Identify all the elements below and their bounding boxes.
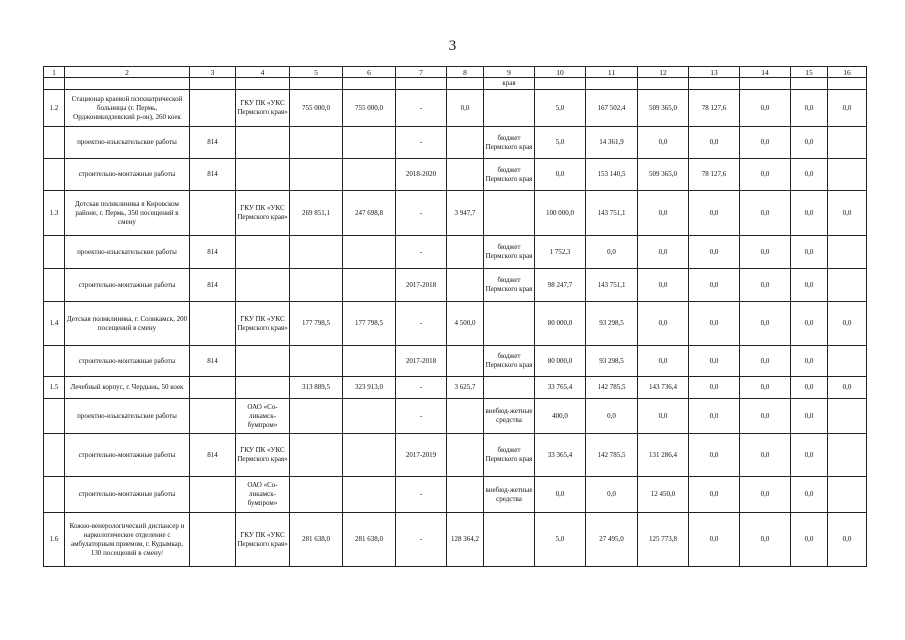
table-cell: 0,0 xyxy=(535,159,586,191)
table-cell: 143 751,1 xyxy=(586,191,638,236)
table-cell: - xyxy=(396,477,447,513)
table-cell xyxy=(236,346,290,377)
column-header: 4 xyxy=(236,67,290,78)
column-header: 6 xyxy=(343,67,396,78)
table-cell: 0,0 xyxy=(689,269,740,302)
table-cell: 0,0 xyxy=(791,236,828,269)
table-cell xyxy=(44,346,65,377)
table-cell: ГКУ ПК «УКС Пермского края» xyxy=(236,513,290,567)
table-cell: 0,0 xyxy=(828,513,867,567)
table-cell: 269 851,1 xyxy=(290,191,343,236)
table-cell: 313 889,5 xyxy=(290,377,343,399)
table-cell: ОАО «Со-ликамск-бумпром» xyxy=(236,477,290,513)
table-cell xyxy=(236,236,290,269)
table-cell: 125 773,8 xyxy=(638,513,689,567)
table-cell xyxy=(65,78,190,90)
table-cell: 4 500,0 xyxy=(447,302,484,346)
table-cell: 3 947,7 xyxy=(447,191,484,236)
table-body xyxy=(44,67,867,567)
table-cell: 93 298,5 xyxy=(586,302,638,346)
table-cell xyxy=(447,159,484,191)
table-cell: бюджет Пермского края xyxy=(484,434,535,477)
column-header: 8 xyxy=(447,67,484,78)
table-cell: 400,0 xyxy=(535,399,586,434)
table-cell: 0,0 xyxy=(689,434,740,477)
table-cell xyxy=(44,78,65,90)
table-cell: 12 450,0 xyxy=(638,477,689,513)
table-cell: 0,0 xyxy=(586,477,638,513)
row-name-cell: строительно-монтажные работы xyxy=(65,346,190,377)
table-cell: 0,0 xyxy=(740,191,791,236)
table-cell: 143 751,1 xyxy=(586,269,638,302)
table-cell: 755 000,0 xyxy=(290,90,343,127)
row-name-cell: проектно-изыскательские работы xyxy=(65,236,190,269)
table-cell: 0,0 xyxy=(791,346,828,377)
table-cell: 128 364,2 xyxy=(447,513,484,567)
table-row xyxy=(44,346,867,377)
table-cell: 0,0 xyxy=(535,477,586,513)
column-header: 11 xyxy=(586,67,638,78)
table-cell xyxy=(290,127,343,159)
table-cell xyxy=(396,78,447,90)
table-cell xyxy=(447,399,484,434)
table-cell xyxy=(484,513,535,567)
column-header: 9 xyxy=(484,67,535,78)
table-cell: 153 140,5 xyxy=(586,159,638,191)
table-cell: 100 000,0 xyxy=(535,191,586,236)
table-cell xyxy=(343,159,396,191)
table-row xyxy=(44,399,867,434)
table-row xyxy=(44,477,867,513)
table-cell: внебюд-жетные средства xyxy=(484,399,535,434)
table-cell: 0,0 xyxy=(828,90,867,127)
table-cell: 0,0 xyxy=(740,399,791,434)
row-name-cell: Лечебный корпус, г. Чердынь, 50 коек xyxy=(65,377,190,399)
table-cell: 0,0 xyxy=(828,377,867,399)
table-cell xyxy=(447,346,484,377)
table-cell: 814 xyxy=(190,159,236,191)
row-name-cell: Стационар краевой психиатрической больницы (г. Пермь, Орджоникидзевский р-он), 260 коек xyxy=(65,90,190,127)
row-name-cell: строительно-монтажные работы xyxy=(65,434,190,477)
table-cell: 814 xyxy=(190,346,236,377)
table-cell: 0,0 xyxy=(638,127,689,159)
column-header: 2 xyxy=(65,67,190,78)
table-cell xyxy=(190,477,236,513)
table-cell: 33 365,4 xyxy=(535,434,586,477)
table-cell xyxy=(828,78,867,90)
table-row xyxy=(44,127,867,159)
column-header: 16 xyxy=(828,67,867,78)
table-cell: 143 736,4 xyxy=(638,377,689,399)
table-cell xyxy=(190,399,236,434)
table-row xyxy=(44,269,867,302)
table-cell: 0,0 xyxy=(689,191,740,236)
table-cell: 0,0 xyxy=(740,346,791,377)
table-cell: 0,0 xyxy=(791,127,828,159)
table-cell xyxy=(484,377,535,399)
table-cell: 0,0 xyxy=(740,477,791,513)
table-cell xyxy=(290,399,343,434)
table-cell: 177 798,5 xyxy=(290,302,343,346)
column-header: 14 xyxy=(740,67,791,78)
table-cell: - xyxy=(396,513,447,567)
table-cell xyxy=(447,127,484,159)
table-row xyxy=(44,434,867,477)
column-header: 13 xyxy=(689,67,740,78)
table-cell xyxy=(343,269,396,302)
table-cell: 5,0 xyxy=(535,90,586,127)
table-cell: - xyxy=(396,236,447,269)
table-cell: 0,0 xyxy=(689,302,740,346)
table-cell: 0,0 xyxy=(638,269,689,302)
table-cell: ГКУ ПК «УКС Пермского края» xyxy=(236,90,290,127)
table-row xyxy=(44,191,867,236)
table-cell: 281 638,0 xyxy=(290,513,343,567)
table-cell xyxy=(447,477,484,513)
table-cell: 0,0 xyxy=(740,90,791,127)
table-cell xyxy=(190,377,236,399)
column-header: 3 xyxy=(190,67,236,78)
table-cell: 247 698,8 xyxy=(343,191,396,236)
row-name-cell: строительно-монтажные работы xyxy=(65,477,190,513)
table-cell: 142 785,5 xyxy=(586,434,638,477)
table-cell xyxy=(190,78,236,90)
table-cell xyxy=(343,78,396,90)
table-cell: 0,0 xyxy=(638,302,689,346)
table-cell xyxy=(740,78,791,90)
table-cell: 142 785,5 xyxy=(586,377,638,399)
table-cell xyxy=(290,269,343,302)
table-cell: ГКУ ПК «УКС Пермского края» xyxy=(236,302,290,346)
table-cell: 0,0 xyxy=(791,269,828,302)
table-row xyxy=(44,302,867,346)
page-number: 3 xyxy=(448,38,457,54)
table-cell xyxy=(290,159,343,191)
column-header: 10 xyxy=(535,67,586,78)
table-cell xyxy=(343,127,396,159)
table-cell xyxy=(828,434,867,477)
table-cell: 2018-2020 xyxy=(396,159,447,191)
table-cell: 2017-2018 xyxy=(396,346,447,377)
table-cell: 2017-2019 xyxy=(396,434,447,477)
column-header: 7 xyxy=(396,67,447,78)
table-cell: 0,0 xyxy=(791,302,828,346)
table-cell: ГКУ ПК «УКС Пермского края» xyxy=(236,434,290,477)
table-cell xyxy=(236,377,290,399)
table-cell xyxy=(828,159,867,191)
table-cell: 33 765,4 xyxy=(535,377,586,399)
table-cell: 0,0 xyxy=(791,434,828,477)
table-cell: 1.3 xyxy=(44,191,65,236)
row-name-cell: строительно-монтажные работы xyxy=(65,159,190,191)
budget-table xyxy=(43,66,867,567)
table-cell: 0,0 xyxy=(586,236,638,269)
table-cell: бюджет Пермского края xyxy=(484,269,535,302)
table-cell xyxy=(190,191,236,236)
table-cell: 0,0 xyxy=(740,513,791,567)
table-cell xyxy=(343,236,396,269)
table-cell: 0,0 xyxy=(740,269,791,302)
table-cell xyxy=(290,434,343,477)
table-cell: бюджет Пермского края xyxy=(484,159,535,191)
table-cell: 814 xyxy=(190,127,236,159)
table-cell: 0,0 xyxy=(740,302,791,346)
table-cell: 323 913,0 xyxy=(343,377,396,399)
table-cell xyxy=(44,127,65,159)
table-cell: 131 286,4 xyxy=(638,434,689,477)
table-cell xyxy=(343,477,396,513)
table-row xyxy=(44,513,867,567)
row-name-cell: Детская поликлиника в Кировском районе, г. Пермь, 350 посещений в смену xyxy=(65,191,190,236)
table-cell xyxy=(290,78,343,90)
table-cell xyxy=(290,477,343,513)
table-cell xyxy=(447,269,484,302)
table-cell: 0,0 xyxy=(638,191,689,236)
table-cell xyxy=(44,159,65,191)
table-cell: 1.5 xyxy=(44,377,65,399)
table-cell: 0,0 xyxy=(638,399,689,434)
table-cell xyxy=(44,434,65,477)
table-cell: 509 365,0 xyxy=(638,159,689,191)
table-cell: 0,0 xyxy=(740,434,791,477)
table-cell xyxy=(484,90,535,127)
table-cell xyxy=(236,127,290,159)
table-cell: 5,0 xyxy=(535,127,586,159)
table-cell: 0,0 xyxy=(689,236,740,269)
row-name-cell: строительно-монтажные работы xyxy=(65,269,190,302)
row-name-cell: Детская поликлиника, г. Соликамск, 200 посещений в смену xyxy=(65,302,190,346)
column-header: 1 xyxy=(44,67,65,78)
table-cell xyxy=(828,399,867,434)
table-cell: 0,0 xyxy=(638,346,689,377)
table-cell: 755 000,0 xyxy=(343,90,396,127)
table-cell xyxy=(236,269,290,302)
table-cell xyxy=(828,236,867,269)
table-cell xyxy=(689,78,740,90)
table-cell: 0,0 xyxy=(689,477,740,513)
table-cell: 1.4 xyxy=(44,302,65,346)
table-cell: 0,0 xyxy=(689,513,740,567)
table-cell: - xyxy=(396,90,447,127)
table-cell: 0,0 xyxy=(791,159,828,191)
table-cell: 0,0 xyxy=(740,127,791,159)
table-cell: - xyxy=(396,377,447,399)
table-cell xyxy=(236,78,290,90)
table-cell: 0,0 xyxy=(828,302,867,346)
table-cell: 0,0 xyxy=(740,377,791,399)
table-cell: 2017-2018 xyxy=(396,269,447,302)
column-header: 5 xyxy=(290,67,343,78)
table-cell: 167 502,4 xyxy=(586,90,638,127)
table-row xyxy=(44,236,867,269)
table-cell xyxy=(535,78,586,90)
table-cell: 0,0 xyxy=(791,90,828,127)
table-cell: бюджет Пермского края xyxy=(484,127,535,159)
table-cell: 177 798,5 xyxy=(343,302,396,346)
table-cell xyxy=(828,346,867,377)
table-cell xyxy=(447,236,484,269)
row-name-cell: проектно-изыскательские работы xyxy=(65,399,190,434)
table-cell: 27 495,0 xyxy=(586,513,638,567)
table-cell xyxy=(638,78,689,90)
table-cell xyxy=(828,127,867,159)
table-cell xyxy=(828,269,867,302)
table-cell xyxy=(343,434,396,477)
table-cell: края xyxy=(484,78,535,90)
column-header: 15 xyxy=(791,67,828,78)
table-cell: 0,0 xyxy=(447,90,484,127)
table-cell xyxy=(44,236,65,269)
table-cell: - xyxy=(396,191,447,236)
table-cell: бюджет Пермского края xyxy=(484,346,535,377)
table-cell: 0,0 xyxy=(689,399,740,434)
table-cell: 5,0 xyxy=(535,513,586,567)
table-cell xyxy=(44,477,65,513)
continuation-row xyxy=(44,78,867,90)
table-cell xyxy=(44,269,65,302)
table-row xyxy=(44,377,867,399)
table-cell: 78 127,6 xyxy=(689,159,740,191)
table-cell: 1.2 xyxy=(44,90,65,127)
table-cell: 1.6 xyxy=(44,513,65,567)
table-cell: 281 638,0 xyxy=(343,513,396,567)
table-cell xyxy=(190,302,236,346)
table-cell xyxy=(343,399,396,434)
table-cell xyxy=(484,302,535,346)
table-cell: 814 xyxy=(190,236,236,269)
table-cell: 93 298,5 xyxy=(586,346,638,377)
table-row xyxy=(44,159,867,191)
table-cell: - xyxy=(396,302,447,346)
table-cell: 0,0 xyxy=(791,377,828,399)
table-cell: 98 247,7 xyxy=(535,269,586,302)
table-cell xyxy=(44,399,65,434)
table-cell: 0,0 xyxy=(689,377,740,399)
table-cell: 0,0 xyxy=(828,191,867,236)
table-cell: 0,0 xyxy=(791,477,828,513)
table-cell xyxy=(290,236,343,269)
table-row xyxy=(44,90,867,127)
header-row xyxy=(44,67,867,78)
row-name-cell: проектно-изыскательские работы xyxy=(65,127,190,159)
table-cell xyxy=(190,90,236,127)
table-cell xyxy=(484,191,535,236)
table-cell: 509 365,0 xyxy=(638,90,689,127)
table-cell: 0,0 xyxy=(740,236,791,269)
column-header: 12 xyxy=(638,67,689,78)
table-cell xyxy=(290,346,343,377)
table-cell: - xyxy=(396,399,447,434)
table-cell xyxy=(447,78,484,90)
table-cell: 0,0 xyxy=(791,191,828,236)
table-cell xyxy=(791,78,828,90)
table-cell: 80 000,0 xyxy=(535,302,586,346)
table-cell xyxy=(343,346,396,377)
table-cell: внебюд-жетные средства xyxy=(484,477,535,513)
table-cell: 0,0 xyxy=(586,399,638,434)
table-cell: бюджет Пермского края xyxy=(484,236,535,269)
table-cell xyxy=(586,78,638,90)
table-cell: 78 127,6 xyxy=(689,90,740,127)
table-cell: 0,0 xyxy=(638,236,689,269)
table-cell: 0,0 xyxy=(689,127,740,159)
table-cell xyxy=(447,434,484,477)
table-cell: ОАО «Со-ликамск-бумпром» xyxy=(236,399,290,434)
table-cell: 0,0 xyxy=(791,399,828,434)
table-cell: 14 361,9 xyxy=(586,127,638,159)
row-name-cell: Кожно-венерологический диспансер и наркологическое отделение с амбулаторным приемом, г. Кудымкар, 130 посещений в смену/ xyxy=(65,513,190,567)
table-cell xyxy=(828,477,867,513)
table-cell xyxy=(190,513,236,567)
table-cell: 814 xyxy=(190,434,236,477)
table-cell: 80 000,0 xyxy=(535,346,586,377)
table-cell xyxy=(236,159,290,191)
table-cell: 3 625,7 xyxy=(447,377,484,399)
table-cell: 0,0 xyxy=(791,513,828,567)
table-cell: 0,0 xyxy=(740,159,791,191)
table-cell: ГКУ ПК «УКС Пермского края» xyxy=(236,191,290,236)
table-cell: 0,0 xyxy=(689,346,740,377)
table-cell: - xyxy=(396,127,447,159)
table-cell: 814 xyxy=(190,269,236,302)
table-cell: 1 752,3 xyxy=(535,236,586,269)
